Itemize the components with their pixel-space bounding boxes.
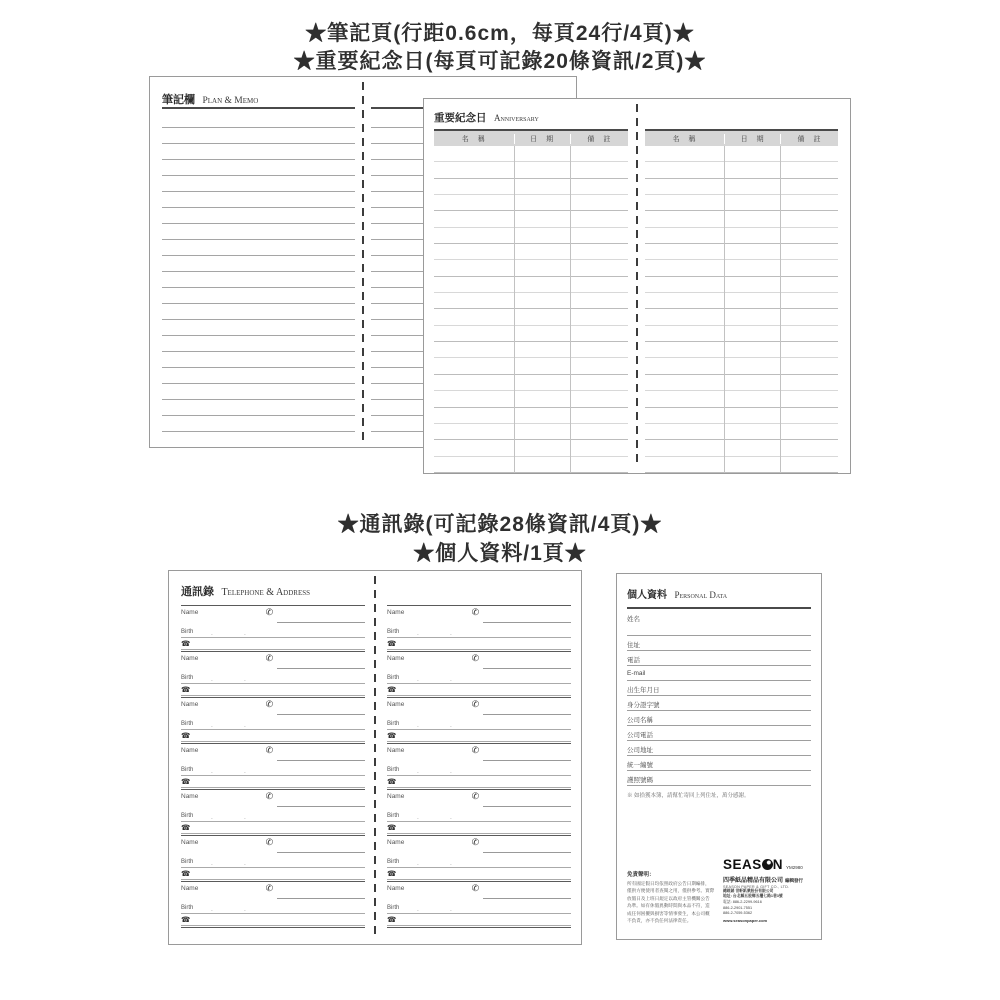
birth-label: Birth: [387, 905, 400, 911]
name-underline: [483, 668, 571, 669]
anniversary-row: [645, 244, 838, 260]
birth-date-dots: ． ．: [211, 723, 263, 729]
publisher-contact-line: 總經銷 世軒紙業股份有限公司: [723, 888, 774, 893]
personal-field: 公司電話: [627, 726, 811, 741]
name-label: Name: [181, 655, 199, 662]
personal-field: 住址: [627, 636, 811, 651]
birth-label: Birth: [181, 859, 194, 865]
name-label: Name: [387, 655, 405, 662]
season-logo-text-right: N: [772, 856, 784, 872]
phone-underline: [181, 695, 365, 696]
birth-date-dots: ． ．: [417, 677, 469, 683]
anniversary-row: [645, 309, 838, 325]
handset-icon: ✆: [265, 699, 274, 709]
personal-field: 公司名稱: [627, 711, 811, 726]
anniversary-row: [434, 244, 628, 260]
birth-underline: [181, 637, 365, 638]
personal-field: 統一編號: [627, 756, 811, 771]
personal-data-page: [616, 573, 822, 940]
anniversary-row: [645, 277, 838, 293]
handset-icon: ✆: [471, 837, 480, 847]
phone-underline: [387, 787, 571, 788]
product-code: YM2980: [786, 864, 803, 870]
name-underline: [277, 714, 365, 715]
birth-underline: [387, 775, 571, 776]
disclaimer-block: [627, 870, 731, 925]
anniversary-row: [434, 358, 628, 374]
anniversary-row: [434, 326, 628, 342]
name-underline: [483, 622, 571, 623]
address-entry: [387, 651, 571, 697]
address-entry: [181, 605, 365, 651]
anniversary-row: [645, 358, 838, 374]
name-label: Name: [181, 885, 199, 892]
anniversary-row: [645, 391, 838, 407]
address-entry: [181, 743, 365, 789]
memo-page-title: [162, 90, 355, 109]
binding-dashed-line: [362, 82, 364, 442]
heading-notes-spec: ★筆記頁(行距0.6cm，每頁24行/4頁)★: [305, 22, 695, 45]
disclaimer-line: 放假日及上班日規定以政府主管機關公告: [627, 895, 710, 901]
anniversary-table-right: [645, 129, 838, 473]
disclaimer-line: 僅供方便使用者查閱之用，僅供參考。實際: [627, 888, 715, 894]
memo-ruled-line: [162, 144, 355, 160]
column-divider: [780, 146, 781, 473]
anniversary-page-title: [434, 108, 539, 126]
memo-ruled-line: [162, 384, 355, 400]
anniversary-row: [645, 179, 838, 195]
memo-ruled-line: [162, 192, 355, 208]
name-label: Name: [181, 747, 199, 754]
handset-icon: ✆: [265, 745, 274, 755]
telephone-icon: ☎: [387, 869, 397, 878]
phone-underline: [181, 925, 365, 926]
anniversary-row: [645, 457, 838, 473]
memo-ruled-line: [162, 400, 355, 416]
memo-ruled-line: [162, 336, 355, 352]
anniversary-row: [645, 375, 838, 391]
personal-field: 姓名: [627, 610, 811, 636]
name-label: Name: [181, 839, 199, 846]
personal-field: 身分證字號: [627, 696, 811, 711]
address-title-en: Telephone & Address: [221, 587, 311, 598]
birth-underline: [181, 913, 365, 914]
anniversary-row: [645, 342, 838, 358]
birth-date-dots: ． ．: [417, 769, 469, 775]
telephone-icon: ☎: [181, 869, 191, 878]
anniversary-row: [434, 408, 628, 424]
birth-underline: [387, 637, 571, 638]
publisher-contact: [723, 889, 813, 917]
personal-title-en: Personal Data: [674, 590, 728, 600]
name-underline: [277, 760, 365, 761]
birth-underline: [387, 683, 571, 684]
birth-date-dots: ． ．: [417, 631, 469, 637]
memo-ruled-line: [162, 272, 355, 288]
anniversary-row: [645, 326, 838, 342]
disclaimer-line: 為準。如有休假異動時間與本品不符，造: [627, 903, 710, 909]
phone-underline: [387, 649, 571, 650]
name-underline: [483, 760, 571, 761]
memo-ruled-line: [162, 416, 355, 432]
personal-page-title: [627, 585, 811, 609]
anniversary-page: [423, 98, 851, 474]
birth-underline: [387, 867, 571, 868]
anniversary-row: [645, 228, 838, 244]
heading-personal-spec: ★個人資料/1頁★: [413, 542, 587, 565]
address-title-zh: 通訊錄: [181, 586, 214, 598]
anniversary-title-zh: 重要紀念日: [434, 112, 487, 124]
phone-underline: [181, 879, 365, 880]
column-divider: [514, 146, 515, 473]
birth-underline: [181, 775, 365, 776]
phone-underline: [387, 879, 571, 880]
handset-icon: ✆: [471, 699, 480, 709]
anniversary-row: [434, 162, 628, 178]
name-label: Name: [181, 701, 199, 708]
birth-label: Birth: [387, 767, 400, 773]
memo-ruled-line: [162, 224, 355, 240]
memo-ruled-line: [162, 240, 355, 256]
name-label: Name: [387, 747, 405, 754]
name-label: Name: [387, 793, 405, 800]
handset-icon: ✆: [265, 883, 274, 893]
anniversary-row: [645, 440, 838, 456]
name-underline: [277, 898, 365, 899]
memo-ruled-line: [162, 368, 355, 384]
anniversary-row: [434, 391, 628, 407]
anniversary-row: [434, 457, 628, 473]
publisher-contact-line: 886-2-7059-5362: [723, 911, 753, 916]
phone-underline: [181, 649, 365, 650]
birth-label: Birth: [181, 629, 194, 635]
name-underline: [483, 898, 571, 899]
disclaimer-line: 不負責，亦不負任何法律責任。: [627, 918, 692, 924]
anniversary-row: [645, 211, 838, 227]
address-column-right: [387, 605, 571, 928]
anniversary-row: [434, 146, 628, 162]
address-entry: [181, 789, 365, 835]
birth-underline: [387, 821, 571, 822]
anniversary-column-header: 日 期: [514, 134, 570, 144]
anniversary-row: [645, 260, 838, 276]
memo-ruled-line: [162, 208, 355, 224]
personal-field: 護照號碼: [627, 771, 811, 786]
heading-anniversary-spec: ★重要紀念日(每頁可記錄20條資訊/2頁)★: [293, 50, 707, 73]
address-page-title: [181, 582, 310, 600]
telephone-icon: ☎: [387, 915, 397, 924]
address-entry: [387, 697, 571, 743]
phone-underline: [181, 741, 365, 742]
anniversary-row: [434, 228, 628, 244]
memo-title-en: Plan & Memo: [202, 96, 259, 106]
anniversary-row: [645, 162, 838, 178]
anniversary-row: [645, 195, 838, 211]
name-label: Name: [181, 793, 199, 800]
birth-label: Birth: [181, 721, 194, 727]
name-label: Name: [387, 885, 405, 892]
telephone-icon: ☎: [387, 685, 397, 694]
name-underline: [483, 714, 571, 715]
personal-title-zh: 個人資料: [627, 590, 667, 601]
anniversary-row: [645, 408, 838, 424]
publisher-contact-line: 電話: 886-2-2299-9616: [723, 899, 762, 904]
birth-underline: [387, 729, 571, 730]
personal-field: 公司地址: [627, 741, 811, 756]
anniversary-table-body: [434, 146, 628, 473]
telephone-icon: ☎: [387, 823, 397, 832]
disclaimer-text: [627, 880, 731, 925]
birth-label: Birth: [181, 813, 194, 819]
birth-label: Birth: [181, 675, 194, 681]
birth-label: Birth: [181, 905, 194, 911]
disclaimer-line: 所有國定假日均依照政府公告日期編排，: [627, 880, 710, 886]
handset-icon: ✆: [265, 837, 274, 847]
telephone-icon: ☎: [181, 777, 191, 786]
telephone-icon: ☎: [181, 685, 191, 694]
publisher-website: www.seasonpaper.com: [723, 918, 768, 923]
anniversary-column-header: 名 稱: [461, 135, 486, 143]
telephone-icon: ☎: [387, 731, 397, 740]
phone-underline: [387, 833, 571, 834]
anniversary-row: [645, 293, 838, 309]
anniversary-title-en: Anniversary: [493, 113, 539, 123]
anniversary-column-header: 備 註: [570, 134, 628, 144]
phone-underline: [387, 741, 571, 742]
birth-label: Birth: [387, 859, 400, 865]
birth-date-dots: ． ．: [417, 907, 469, 913]
anniversary-table-left: [434, 129, 628, 473]
publisher-contact-line: 地址: 台北縣五股鄉五權七路1巷3號: [723, 894, 783, 899]
handset-icon: ✆: [471, 653, 480, 663]
memo-ruled-line: [162, 176, 355, 192]
name-underline: [277, 852, 365, 853]
handset-icon: ✆: [265, 653, 274, 663]
season-logo-o-icon: [762, 859, 773, 870]
birth-date-dots: ． ．: [417, 815, 469, 821]
heading-address-spec: ★通訊錄(可記錄28條資訊/4頁)★: [337, 513, 663, 536]
birth-underline: [387, 913, 571, 914]
address-book-page: [168, 570, 582, 945]
name-underline: [483, 852, 571, 853]
anniversary-row: [434, 424, 628, 440]
telephone-icon: ☎: [387, 639, 397, 648]
anniversary-table-body: [645, 146, 838, 473]
address-column-left: [181, 605, 365, 928]
personal-fields-list: [627, 610, 811, 786]
telephone-icon: ☎: [181, 639, 191, 648]
address-entry: [387, 881, 571, 927]
anniversary-row: [434, 260, 628, 276]
name-label: Name: [387, 839, 405, 846]
birth-date-dots: ． ．: [417, 861, 469, 867]
anniversary-table-header: [645, 129, 838, 146]
handset-icon: ✆: [471, 607, 480, 617]
name-label: Name: [181, 609, 199, 616]
anniversary-row: [434, 293, 628, 309]
birth-label: Birth: [387, 813, 400, 819]
personal-return-note: ※ 如拾獲本簿，請幫忙寄回上列住址，萬分感謝。: [627, 793, 750, 799]
column-divider: [570, 146, 571, 473]
address-entry: [387, 789, 571, 835]
handset-icon: ✆: [265, 791, 274, 801]
birth-label: Birth: [181, 767, 194, 773]
anniversary-row: [645, 146, 838, 162]
birth-date-dots: ． ．: [211, 815, 263, 821]
phone-underline: [181, 833, 365, 834]
name-label: Name: [387, 609, 405, 616]
disclaimer-line: 成任何困擾與損害等情事發生，本公司概: [627, 910, 710, 916]
name-underline: [483, 806, 571, 807]
column-divider: [724, 146, 725, 473]
binding-dashed-line: [374, 576, 376, 939]
publisher-company-en: SEASON PAPER & GIFT CO., LTD.: [723, 884, 790, 889]
anniversary-row: [434, 211, 628, 227]
publisher-role: 編輯發行: [785, 877, 804, 883]
anniversary-column-header: 日 期: [724, 134, 780, 144]
publisher-company: 四季紙品精品有限公司 編輯發行: [723, 877, 804, 884]
anniversary-row: [434, 277, 628, 293]
disclaimer-title: 免責聲明：: [627, 871, 655, 878]
birth-date-dots: ． ．: [211, 769, 263, 775]
memo-ruled-line: [162, 112, 355, 128]
memo-ruled-line: [162, 304, 355, 320]
name-underline: [277, 668, 365, 669]
binding-dashed-line: [636, 104, 638, 468]
birth-date-dots: ． ．: [211, 677, 263, 683]
address-entry: [181, 697, 365, 743]
telephone-icon: ☎: [181, 731, 191, 740]
anniversary-row: [434, 375, 628, 391]
birth-underline: [181, 683, 365, 684]
memo-ruled-line: [162, 288, 355, 304]
address-entry: [181, 651, 365, 697]
birth-label: Birth: [387, 675, 400, 681]
anniversary-column-header: 名 稱: [672, 135, 697, 143]
handset-icon: ✆: [471, 883, 480, 893]
name-underline: [277, 806, 365, 807]
anniversary-row: [434, 309, 628, 325]
birth-label: Birth: [387, 721, 400, 727]
memo-ruled-line: [162, 320, 355, 336]
address-entry: [181, 835, 365, 881]
birth-underline: [181, 821, 365, 822]
personal-field: E-mail: [627, 666, 811, 681]
memo-ruled-line: [162, 160, 355, 176]
birth-date-dots: ． ．: [211, 861, 263, 867]
phone-underline: [181, 787, 365, 788]
birth-underline: [181, 867, 365, 868]
handset-icon: ✆: [471, 791, 480, 801]
name-underline: [277, 622, 365, 623]
season-logo: [723, 856, 813, 874]
personal-field: 出生年月日: [627, 681, 811, 696]
address-entry: [387, 835, 571, 881]
memo-title-zh: 筆記欄: [162, 94, 195, 106]
anniversary-column-header: 備 註: [780, 134, 838, 144]
birth-label: Birth: [387, 629, 400, 635]
personal-field: 電話: [627, 651, 811, 666]
anniversary-row: [434, 440, 628, 456]
address-entry: [387, 605, 571, 651]
phone-underline: [387, 925, 571, 926]
anniversary-row: [434, 342, 628, 358]
anniversary-table-header: [434, 129, 628, 146]
publisher-block: [723, 856, 813, 923]
memo-ruled-line: [162, 128, 355, 144]
handset-icon: ✆: [265, 607, 274, 617]
birth-underline: [181, 729, 365, 730]
telephone-icon: ☎: [181, 823, 191, 832]
birth-date-dots: ． ．: [211, 907, 263, 913]
memo-ruled-area-left: [162, 112, 355, 432]
anniversary-row: [645, 424, 838, 440]
handset-icon: ✆: [471, 745, 480, 755]
telephone-icon: ☎: [387, 777, 397, 786]
anniversary-row: [434, 179, 628, 195]
birth-date-dots: ． ．: [211, 631, 263, 637]
anniversary-row: [434, 195, 628, 211]
season-logo-text-left: SEAS: [723, 856, 762, 872]
address-entry: [387, 743, 571, 789]
name-label: Name: [387, 701, 405, 708]
address-entry: [181, 881, 365, 927]
birth-date-dots: ． ．: [417, 723, 469, 729]
memo-ruled-line: [162, 256, 355, 272]
memo-ruled-line: [162, 352, 355, 368]
telephone-icon: ☎: [181, 915, 191, 924]
publisher-contact-line: 886-2-2901-7551: [723, 905, 753, 910]
phone-underline: [387, 695, 571, 696]
